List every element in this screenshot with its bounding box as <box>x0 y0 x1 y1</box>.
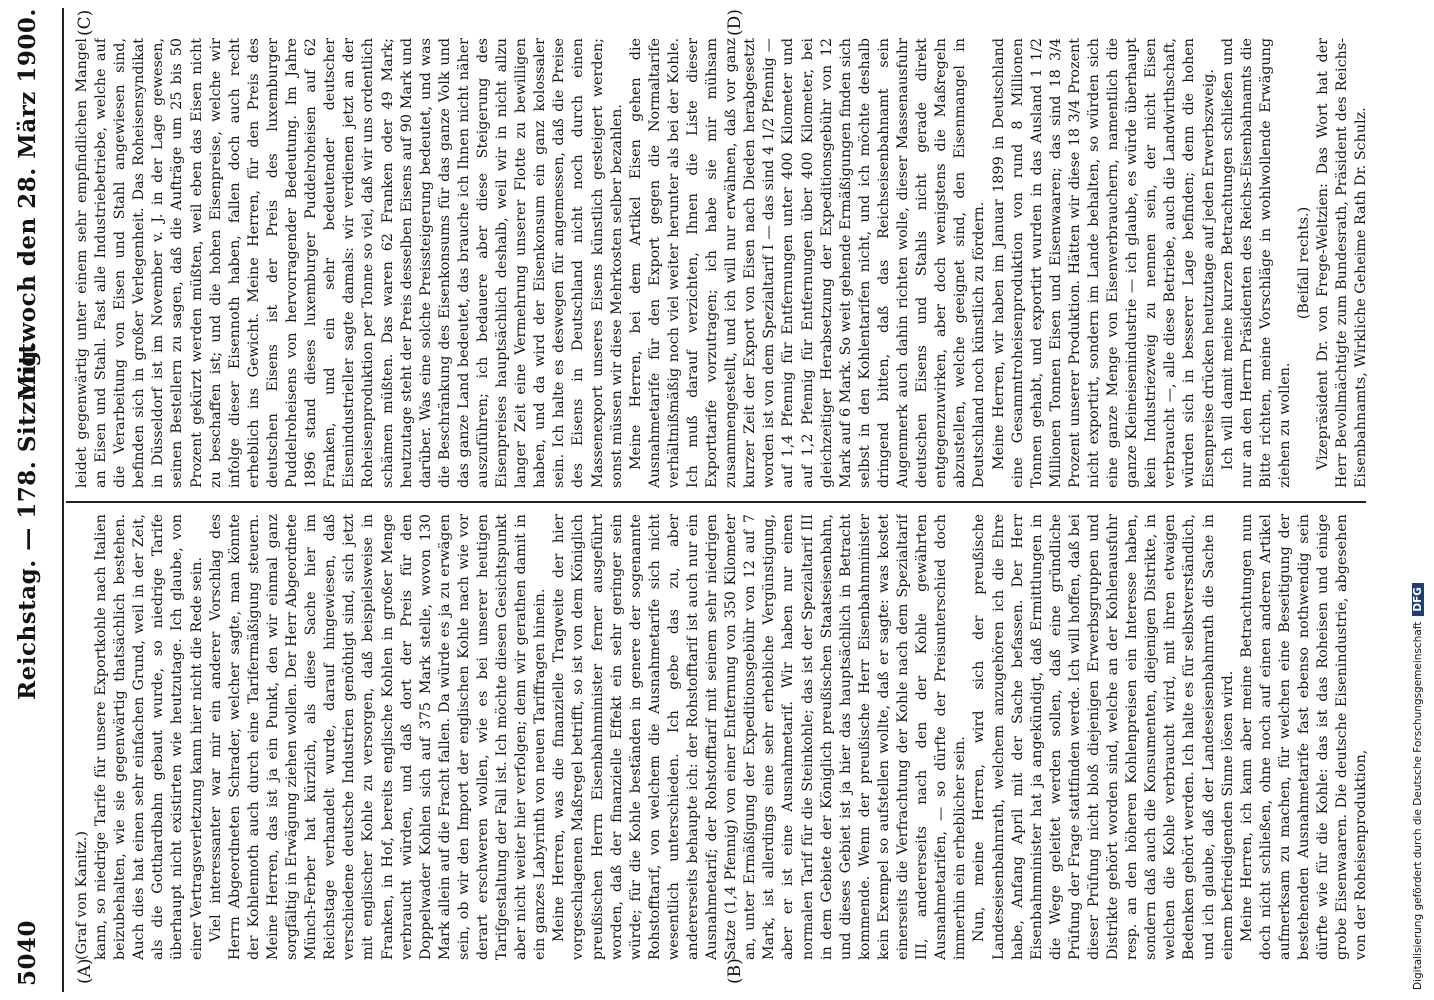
right-text-column <box>73 38 1371 488</box>
digitization-credit <box>1412 0 1424 990</box>
header-rule <box>62 8 64 992</box>
column-marker-c: (C) <box>75 9 95 36</box>
right-paragraph-3: Meine Herren, wir haben im Januar 1899 in Deutschland eine Gesammtroheisenproduktion von rund 8 Millionen Tonnen gehabt, und exportirt wurden in das Ausland 1 1/2 Millionen Tonnen Eisen und Eisenwaaren; das sind 18 3/4 Prozent unserer Produktion. Hätten wir diese 18 3/4 Prozent nicht exportirt, sondern im Lande behalten, so würden sich eine ganze Menge von Eisenverbrauchern, namentlich die ganze Kleineisenindustrie — ich glaube, es würde überhaupt kein Industriezweig zu nennen sein, der nicht Eisen verbraucht —, alle diese Betriebe, auch die Landwirthschaft, würden sich in besserer Lage befinden; denn die hohen Eisenpreise drücken heutzutage auf jeden Erwerbszweig. <box>990 38 1217 488</box>
left-paragraph-1: kann, so niedrige Tarife für unsere Exportkohle nach Italien beizubehalten, wie sie gegenwärtig thatsächlich bestehen. Auch dies hat einen sehr einfachen Grund, weil in der Zeit, als die Gotthardbahn gebaut wurde, so niedrige Tarife überhaupt nicht existirten wie heutzutage. Ich glaube, von einer Vertragsverletzung kann hier nicht die Rede sein. <box>93 514 205 960</box>
speaker-reference: (Graf von Kanitz.) <box>74 830 90 960</box>
column-divider <box>66 501 1366 503</box>
left-paragraph-2: Viel interessanter war mir ein anderer Vorschlag des Herrn Abgeordneten Schrader, welcher sagte, man könnte der Kohlennoth auch durch eine Tarifermäßigung steuern. Meine Herren, das ist ja ein Punkt, den wir einmal ganz sorgfältig in Erwägung ziehen wollen. Der Herr Abgeordnete Münch-Ferber hat kürzlich, als diese Sache hier im Reichstage verhandelt wurde, darauf hingewiesen, daß verschiedene deutsche Industrien genöthigt sind, sich jetzt mit englischer Kohle zu versorgen, daß beispielsweise in Franken, in Hof, bereits englische Kohlen in großer Menge verbraucht würden, und daß dort der Preis für den Doppelwader Kohlen sich auf 375 Mark stelle, wovon 130 Mark allein auf die Fracht fallen. Da würde es ja zu erwägen sein, ob wir den Import der englischen Kohle nach wie vor derart erschweren wollen, wie es bei unserer heutigen Tarifgestaltung der Fall ist. Ich möchte diesen Gesichtspunkt aber nicht weiter hier verfolgen; denn wir gerathen damit in ein ganzes Labyrinth von neuen Tariffragen hinein. <box>207 514 549 960</box>
left-paragraph-3: Meine Herren, was die finanzielle Tragweite der hier vorgeschlagenen Maßregel betrifft, so ist von dem Königlich preußischen Herrn Eisenbahnminister ferner ausgeführt worden, daß der finanzielle Effekt ein sehr geringer sein würde; für die Kohle beständen in genere der sogenannte Rohstofftarif, von welchem die Ausnahmetarife sich nicht wesentlich unterschieden. Ich gebe das zu, aber andererseits behaupte ich: der Rohstofftarif ist auch nur ein Ausnahmetarif; der Rohstofftarif mit seinem sehr niedrigen Satze (1,4 Pfennig) von einer Entfernung von 350 Kilometer an, unter Ermäßigung der Expeditionsgebühr von 12 auf 7 Mark, ist allerdings eine sehr erhebliche Vergünstigung, aber er ist eine Ausnahmetarif. Wir haben nur einen normalen Tarif für die Steinkohle; das ist der Spezialtarif III in dem Gebiete der Königlich preußischen Staatseisenbahn, und dieses Gebiet ist ja hier das hauptsächlich in Betracht kommende. Wenn der preußische Herr Eisenbahnminister kein Exempel so aufstellen wollte, daß er sagte: was kostet einerseits die Verfrachtung der Kohle nach dem Spezialtarif III, andererseits nach den der Kohle gewährten Ausnahmetarifen, — so dürfte der Preisunterschied doch immerhin ein erheblicher sein. <box>551 514 969 960</box>
left-paragraph-4: Nun, meine Herren, wird sich der preußische Landeseisenbahnrath, welchem anzugehören ich die Ehre habe, Anfang April mit der Sache befassen. Der Herr Eisenbahnminister hat ja angekündigt, daß Ermittlungen in die Wege geleitet werden sollen, daß eine gründliche Prüfung der Frage stattfinden werde. Ich will hoffen, daß bei dieser Prüfung nicht bloß diejenigen Erwerbsgruppen und Distrikte gehört worden sind, welche an der Kohlenausfuhr resp. an den höheren Kohlenpreisen ein Interesse haben, sondern daß auch die Konsumenten, diejenigen Distrikte, in welchen die Kohle verbraucht wird, mit ihren etwaigen Bedenken gehört werden. Ich halte es für selbstverständlich, und ich glaube, daß der Landeseisenbahnrath die Sache in einem befriedigenden Sinne lösen wird. <box>971 514 1236 960</box>
right-paragraph-2: Meine Herren, bei dem Artikel Eisen gehen die Ausnahmetarife für den Export gegen die Normaltarife verhältnißmäßig noch viel weiter herunter als bei der Kohle. Ich muß darauf verzichten, Ihnen die Liste dieser Exporttarife vorzutragen; ich habe sie mir mühsam zusammengestellt, und ich will nur erwähnen, daß vor ganz kurzer Zeit der Export von Eisen nach Dieden herabgesetzt worden ist von dem Spezialtarif I — das sind 4 1/2 Pfennig — auf 1,4 Pfennig für Entfernungen unter 400 Kilometer und auf 1,2 Pfennig für Entfernungen über 400 Kilometer, bei gleichzeitiger Herabsetzung der Expeditionsgebühr von 12 Mark auf 6 Mark. So weit gehende Ermäßigungen finden sich selbst in den Kohlentarifen nicht, und ich möchte deshalb dringend bitten, daß das Reichseisenbahnamt sein Augenmerk auch dahin richten wolle, dieser Massenausfuhr deutschen Eisens und Stahls nicht gerade direkt entgegenzuwirken, aber doch wenigstens die Maßregeln abzustellen, welche geeignet sind, den Eisenmangel in Deutschland noch künstlich zu fördern. <box>627 38 988 488</box>
right-paragraph-4: Ich will damit meine kurzen Betrachtungen schließen und nur an den Herrn Präsidenten des Reichs-Eisenbahnamts die Bitte richten, meine Vorschläge in wohlwollende Erwägung ziehen zu wollen. <box>1219 38 1293 488</box>
credit-text: Digitalisierung gefördert durch die Deutsche Forschungsgemeinschaft <box>1412 621 1424 990</box>
closing-paragraph: Vizepräsident Dr. von Frege-Weltzien: Das Wort hat der Herr Bevollmächtigte zum Bundesrath, Präsident des Reichs-Eisenbahnamts, Wirkliche Geheime Rath Dr. Schulz. <box>1315 38 1370 488</box>
dfg-logo: DFG <box>1412 583 1424 616</box>
applause-note: (Beifall rechts.) <box>1296 206 1312 320</box>
column-marker-d: (D) <box>725 9 745 36</box>
page-number: 5040 <box>14 919 41 986</box>
running-header-right: Mittwoch den 28. März 1900. <box>14 8 41 400</box>
left-text-column <box>73 514 1371 960</box>
left-paragraph-5: Meine Herren, ich kann aber meine Betrachtungen nun doch nicht schließen, ohne noch auf einen anderen Artikel aufmerksam zu machen, für welchen eine Beseitigung der bestehenden Ausnahmetarife fast ebenso nothwendig sein dürfte wie für die Kohle: das ist das Roheisen und einige grobe Eisenwaaren. Die deutsche Eisenindustrie, abgesehen von der Roheisenproduktion, <box>1238 514 1370 960</box>
right-paragraph-1: leidet gegenwärtig unter einem sehr empfindlichen Mangel an Eisen und Stahl. Fast alle Industriebetriebe, welche auf die Verarbeitung von Eisen und Stahl angewiesen sind, befinden sich in großer Verlegenheit. Das Roheisensyndikat in Düsseldorf ist im November v. J. in der Lage gewesen, seinen Bestellern zu sagen, daß die Aufträge um 25 bis 50 Prozent gekürzt werden müßten, weil eben das Eisen nicht zu beschaffen ist; und die hohen Eisenpreise, welche wir infolge dieser Eisennoth haben, fallen doch auch recht erheblich ins Gewicht. Meine Herren, für den Preis des deutschen Eisens ist der Preis des luxemburger Puddelroheisens von hervorragender Bedeutung. Im Jahre 1896 stand dieses luxemburger Puddelroheisen auf 62 Franken, und ein sehr bedeutender deutscher Eisenindustrieller sagte damals: wir verdienen jetzt an der Roheisenproduktion per Tonne so viel, daß wir uns ordentlich schämen müßten. Das waren 62 Franken oder 49 Mark; heutzutage steht der Preis desselben Eisens auf 90 Mark und darüber. Was eine solche Preissteigerung bedeutet, und was die Beschränkung des Eisenkonsums für das ganze Volk und das ganze Land bedeutet, das brauche ich Ihnen nicht näher auszuführen; ich bedauere aber diese Steigerung des Eisenpreises hauptsächlich deshalb, weil wir in nicht allzu langer Zeit eine Vermehrung unserer Flotte zu bewilligen haben, und da wird der Eisenkonsum ein ganz kolossaler sein. Ich halte es deswegen für angemessen, daß die Preise des Eisens in Deutschland nicht noch durch einen Massenexport unseres Eisens künstlich gesteigert werden; sonst müssen wir diese Mehrkosten selber bezahlen. <box>74 38 625 488</box>
running-header-left: Reichstag. — 178. Sitzung. <box>14 341 41 700</box>
column-marker-a: (A) <box>75 958 95 984</box>
column-marker-b: (B) <box>725 958 745 984</box>
